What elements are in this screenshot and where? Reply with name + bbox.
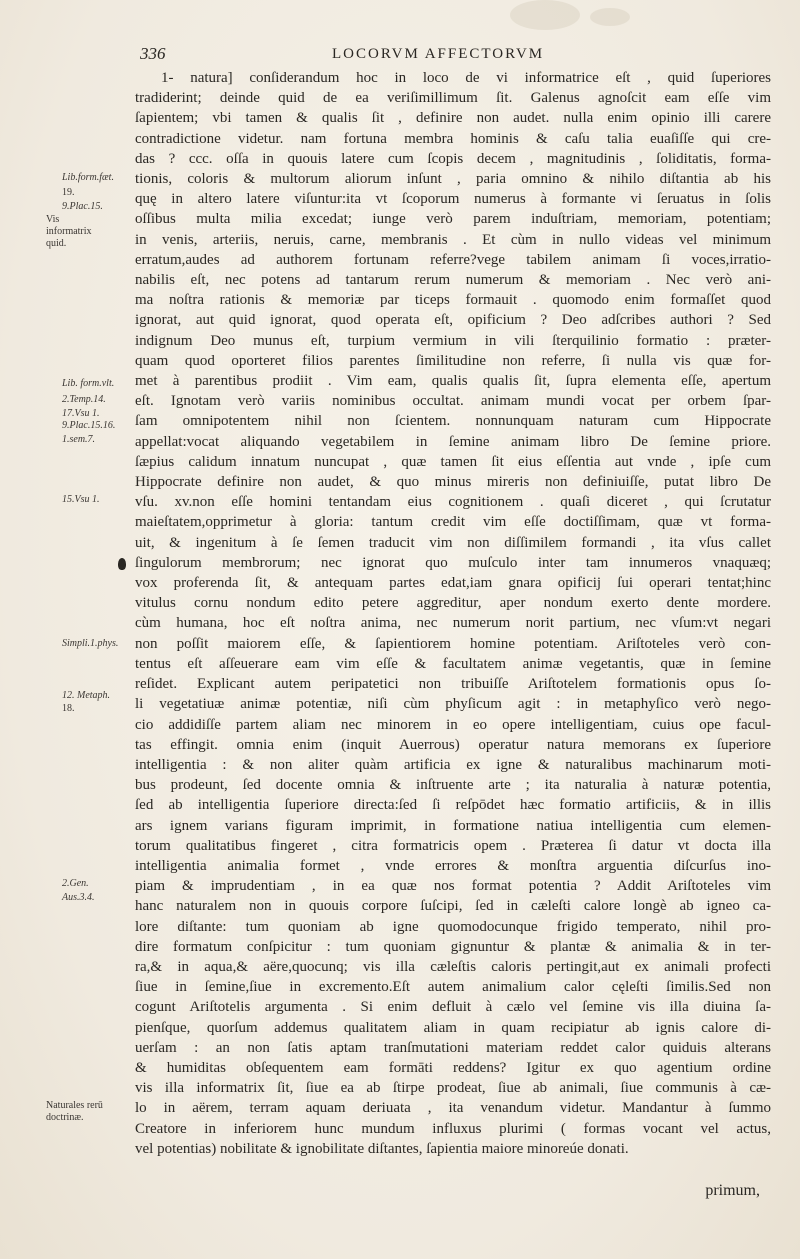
text-line: piam & imprudentiam , in ea quæ nos format potentia ? Addit Ariſtoteles vim [135, 878, 771, 895]
text-line: & humiditas obſequentem eam formāti reddens? Igitur ex quo agentium ordine [135, 1059, 771, 1076]
text-line: intelligentia animalia formet , vnde errores & monſtra arguentia diſcurſus ino- [135, 857, 771, 874]
text-line: li vegetatiuæ animæ potentiæ, niſi cùm phyſicum agit : in metaphyſico verò nego- [135, 696, 771, 713]
margin-note: Lib.form.fæt. [62, 172, 114, 183]
text-line: tas effingit. omnia enim (inquit Auerrous) operatur natura memorans ex ſuperiore [135, 736, 771, 753]
text-line: eſt. Ignotam verò variis nominibus occultat. animam mundi vocat per orbem ſpar- [135, 393, 771, 410]
text-line: ignorat, aut quid ignorat, quod operata eſt, opificium ? Deo adſcribes authori ? Sed [135, 312, 771, 329]
text-line: maieſtatem,opprimetur à gloria: tantum credit vim eſſe doctiſſimam, quæ vt forma- [135, 514, 771, 531]
paragraph-mark-icon [118, 558, 126, 570]
margin-note: 9.Plac.15.16. [62, 420, 116, 431]
text-line: ſapientem; vbi tamen & qualis ſit , definire non audet. nulla enim opinio illi carere [135, 110, 771, 127]
text-line: intelligentia : & non aliter quàm artificia ex igne & naturalibus machinarum moti- [135, 756, 771, 773]
margin-note: 9.Plac.15. [62, 201, 103, 212]
text-line: met à parentibus prodiit . Vim eam, qualis qualis ſit, ſupra elementa eſſe, apertum [135, 373, 771, 390]
text-line: vox proferenda ſit, & antequam partes edat,iam gnara opificij ſui operari tentat;hinc [135, 575, 771, 592]
text-line: Creatore in inferiorem hunc mundum influxus plurimi ( formas vocant vel actus, [135, 1120, 771, 1137]
page-number: 336 [140, 44, 166, 63]
text-line: ſingulorum membrorum; nec ignorat quo muſculo inter tam innumeros vnaquæq; [135, 554, 771, 571]
text-line: ſam omnipotentem nihil non ſcientem. nonnunquam naturam cum Hippocrate [135, 413, 771, 430]
margin-note: 2.Gen. [62, 878, 89, 889]
text-line: cio addidiſſe partem aliam nec minorem in eo opere intelligentiam, cuius ope facul- [135, 716, 771, 733]
main-text-block [135, 68, 771, 1159]
text-line: das ? ccc. oſſa in quouis latere cum ſcopis decem , magnitudinis , ſoliditatis, forma- [135, 150, 771, 167]
text-line: in venis, arteriis, neruis, carne, membranis . Et cùm in nullo videas vel minimum [135, 231, 771, 248]
text-line: dire formatum conſpicitur : tum quoniam gignuntur & plantæ & animalia & in ter- [135, 938, 771, 955]
margin-note: 2.Temp.14. [62, 394, 106, 405]
text-line: torum qualitatibus fingeret , citra formatricis opem . Præterea ſi datur vt docta illa [135, 837, 771, 854]
margin-note: Aus.3.4. [62, 892, 95, 903]
margin-note: Vis informatrix quid. [46, 214, 92, 249]
text-line: Hippocrate definire non audet, & quo minus mireris non definiuiſſe, putat libro De [135, 474, 771, 491]
text-line: ſed ab intelligentia ſuperiore directa:ſed ſi reſpōdet hæc formatio artificiis, & in illis [135, 797, 771, 814]
text-line: reſidet. Explicant autem peripatetici non tribuiſſe Ariſtotelem formationis opus ſo- [135, 676, 771, 693]
text-line: lo in aërem, terram aquam deriuata , ita venandum videtur. Mandantur à ſummo [135, 1100, 771, 1117]
text-line: indignum Deo munus eſt, turpium vermium in vili ſterquilinio formatio : præter- [135, 332, 771, 349]
text-line: uit, & ingenitum à ſe ſemen traducit vim non diſſimilem formandi , ita vſus callet [135, 534, 771, 551]
text-line: appellat:vocat aliquando vegetabilem in ſemine animam libro De ſemine priore. [135, 433, 771, 450]
text-line: bus prodeunt, ſed docente omnia & inſtruente arte ; ita naturalia à naturæ potentia, [135, 777, 771, 794]
margin-note: 17.Vsu 1. [62, 408, 100, 419]
text-line: vſu. xv.non eſſe homini tentandam eius cognitionem . quaſi diceret , qui ſcrutatur [135, 494, 771, 511]
text-line: non poſſit maiorem eſſe, & ſapientiorem homine potentiam. Ariſtoteles verò con- [135, 635, 771, 652]
text-line: vitulus cornu nondum edito petere aggreditur, aper nondum exerto dente mordere. [135, 595, 771, 612]
margin-note: 19. [62, 187, 75, 198]
text-line: oſſibus multa milia excedat; iunge verò parem induſtriam, memoriam, potentiam; [135, 211, 771, 228]
text-line: cùm humana, hoc eſt noſtra anima, nec numerum norit partium, nec vſum:vt negari [135, 615, 771, 632]
text-line: tradiderint; deinde quid de ea veriſimillimum ſit. Galenus agnoſcit eam eſſe vim [135, 90, 771, 107]
text-line: pienſque, quorſum addemus qualitatem aliam in quam recipiatur ab ignis calore di- [135, 1019, 771, 1036]
text-line: tionis, coloris & multorum aliorum inſunt , paria omnino & nihilo diſtantia ab his [135, 171, 771, 188]
text-line: vel potentias) nobilitate & ignobilitate diſtantes, ſapientia maiore minoreúe donati. [135, 1140, 629, 1157]
margin-note: 18. [62, 703, 75, 714]
text-line: ra,& in aqua,& aëre,quocunq; vis illa cæleſtis caloris pertingit,aut ex animali profecti [135, 958, 771, 975]
text-line: ars ignem varians figuram imprimit, in formatione natiua intelligentia cum elemen- [135, 817, 771, 834]
margin-note: 12. Metaph. [62, 690, 111, 701]
text-line: hanc naturalem non in quouis corpore ſuſcipi, ſed in cæleſti calore longè ab igneo ca- [135, 898, 771, 915]
text-line: 1- natura] conſiderandum hoc in loco de vi informatrice eſt , quid ſuperiores [161, 70, 771, 86]
text-line: quam quod oporteret filios parentes ſimilitudine non referre, ſi nulla vis quæ for- [135, 352, 771, 369]
margin-note: 15.Vsu 1. [62, 494, 100, 505]
text-line: lore diſtante: tum quoniam ab igne quomodocunque frigido temperato, nihil pro- [135, 918, 771, 935]
text-line: contradictione videtur. nam fortuna membra hominis & caſu talia euaſiſſe qui cre- [135, 130, 771, 147]
margin-note: 1.sem.7. [62, 434, 96, 445]
text-line: tentus eſt aſſeuerare eam vim eſſe & facultatem animæ vegetantis, quæ in ſemine [135, 655, 771, 672]
margin-note: Naturales rerū doctrinæ. [46, 1100, 103, 1123]
catchword: primum, [705, 1182, 760, 1199]
text-line: nabilis eſt, nec potens ad tantarum rerum numerum & memoriam . Nec verò ani- [135, 272, 771, 289]
margin-note: Lib. form.vlt. [62, 378, 115, 389]
text-line: uerſam : an non ſatis aptam tranſmutationi materiam reddet calor quiduis alterans [135, 1039, 771, 1056]
margin-note: Simpli.1.phys. [62, 638, 119, 649]
text-line: ſiue in ſemine,ſiue in excremento.Eſt autem animalium calor cęleſti ſimilis.Sed non [135, 979, 771, 996]
text-line: vis illa informatrix ſit, ſiue ea ab ſtirpe prodeat, ſiue ab animali, ſiue communis à cæ- [135, 1080, 771, 1097]
text-line: ma noſtra rationis & memoriæ par ticeps formauit . quomodo enim formaſſet quod [135, 292, 771, 309]
text-line: erratum,audes ad authorem fortunam referre?vege tabilem animam ſi voces,irratio- [135, 251, 771, 268]
text-line: ſæpius calidum innatum nuncupat , quæ tamen ſit eius eſſentia aut vnde , ipſe cum [135, 453, 771, 470]
running-head: LOCORVM AFFECTORVM [332, 46, 545, 62]
text-line: cogunt Ariſtotelis argumenta . Si enim defluit à cælo vel ſemine vis illa diuina ſa- [135, 999, 771, 1016]
text-line: quę in altero latere viſuntur:ita vt ſcoporum numerus à formante vi ſeruatus in ſolis [135, 191, 771, 208]
page-header [140, 44, 760, 70]
